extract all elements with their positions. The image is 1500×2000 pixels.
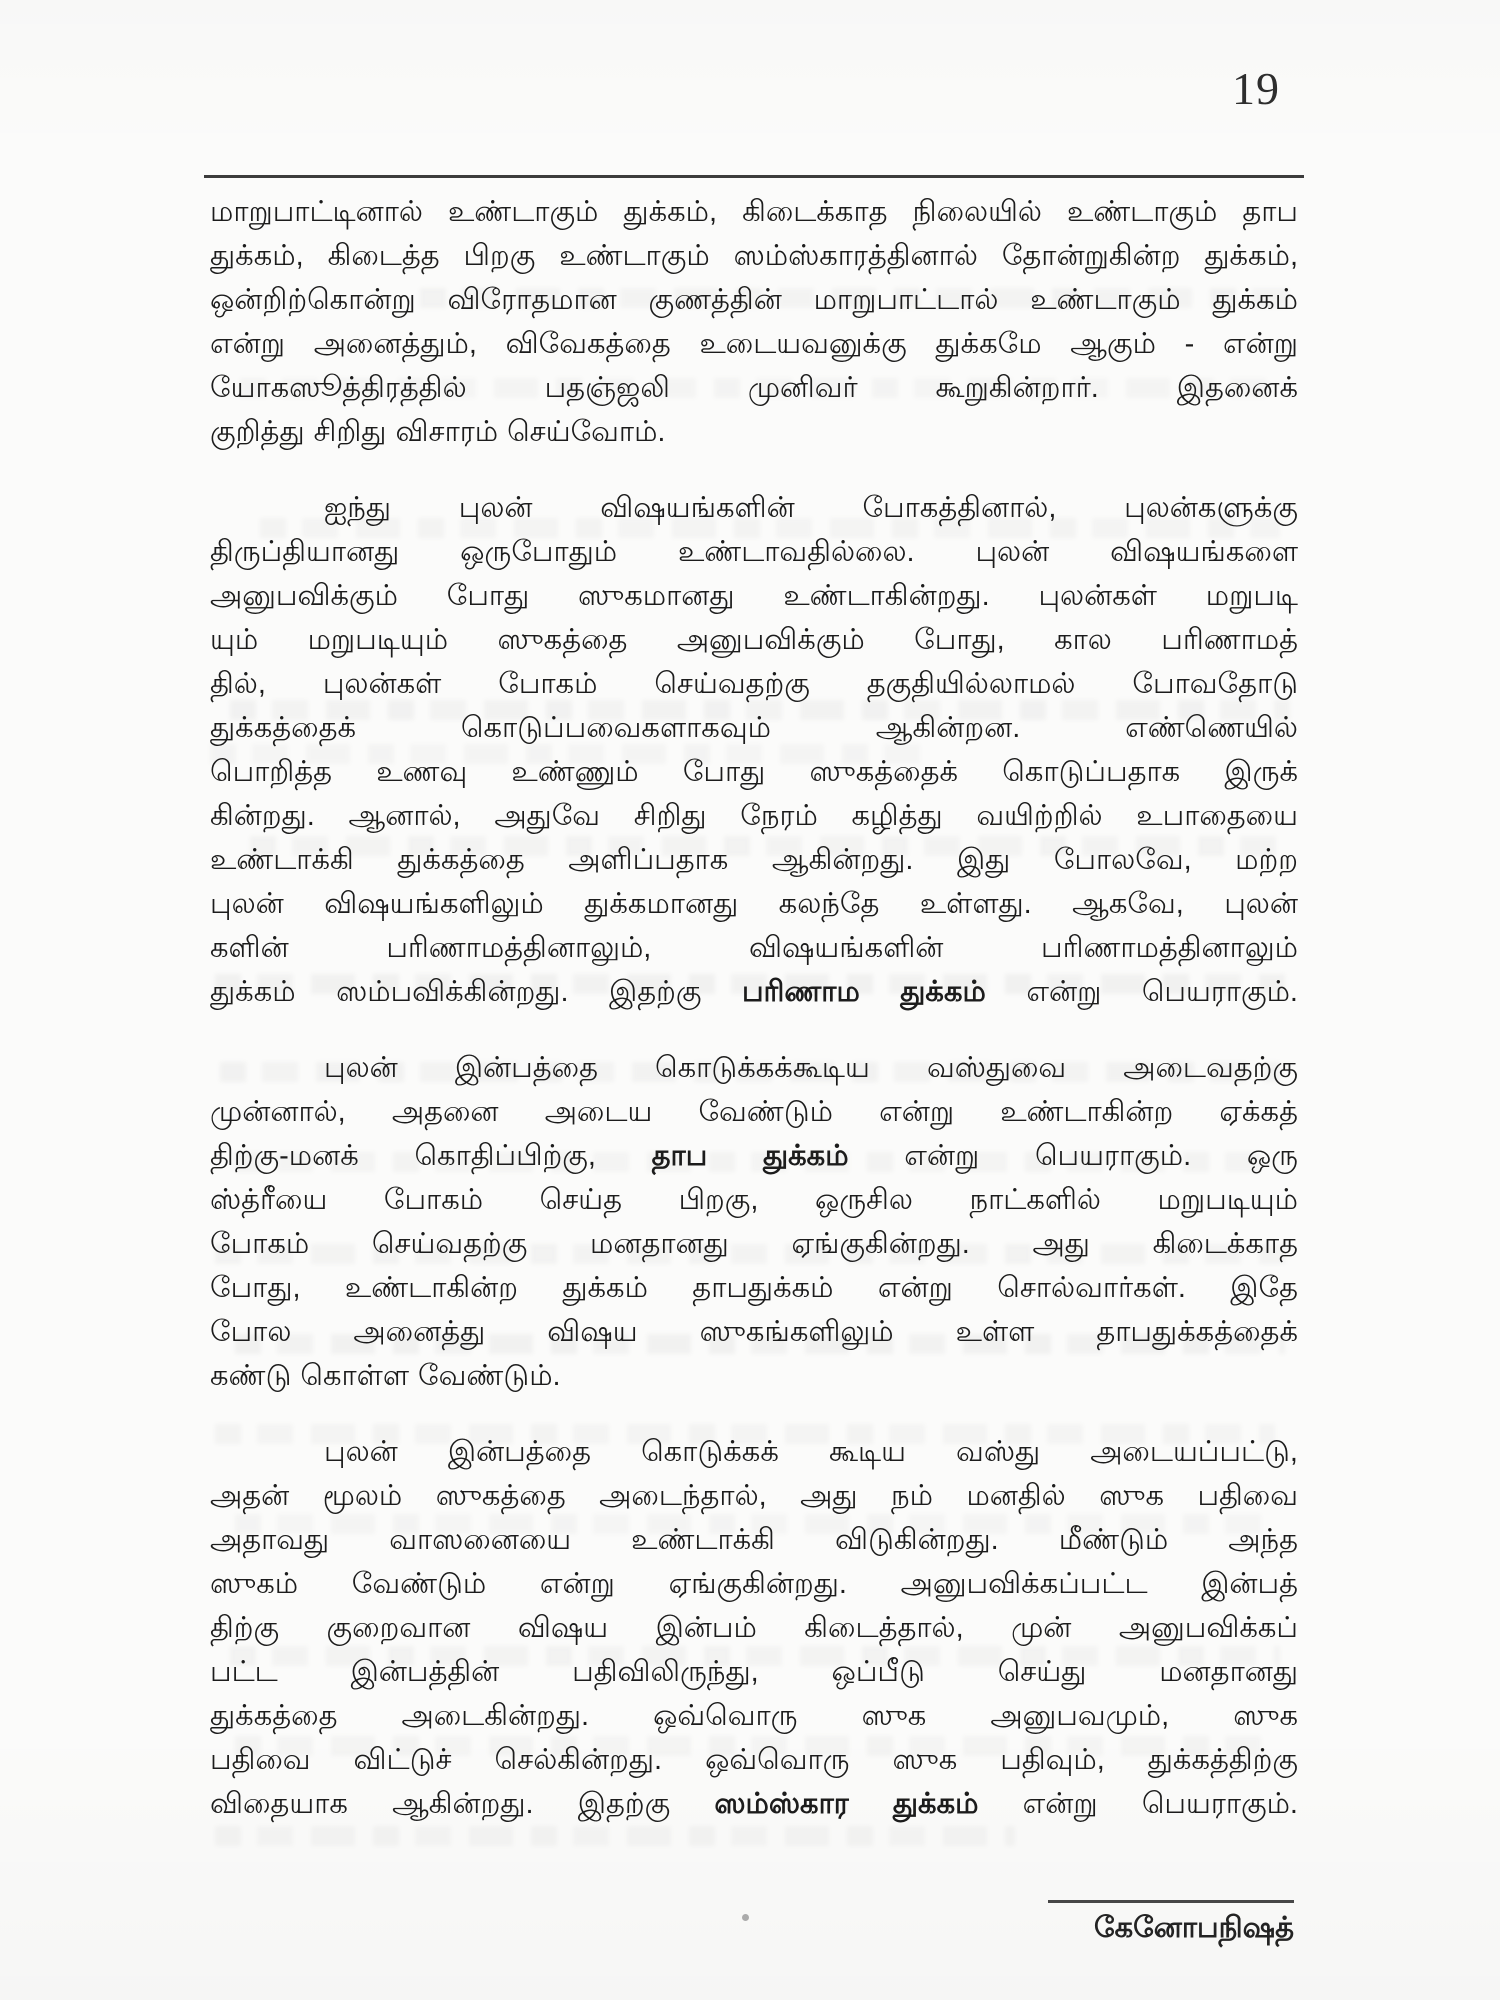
text-line: மாறுபாட்டினால் உண்டாகும் துக்கம், கிடைக்காத நிலையில் உண்டாகும் தாப <box>210 196 1298 228</box>
text-line: கண்டு கொள்ள வேண்டும். <box>210 1360 561 1392</box>
text-line: முன்னால், அதனை அடைய வேண்டும் என்று உண்டாகின்ற ஏக்கத் <box>210 1096 1298 1128</box>
text-line: துக்கம் ஸம்பவிக்கின்றது. இதற்கு பரிணாம துக்கம் என்று பெயராகும். <box>210 976 1298 1008</box>
text-line: அதாவது வாஸனையை உண்டாக்கி விடுகின்றது. மீண்டும் அந்த <box>210 1524 1298 1556</box>
text-line: ஸுகம் வேண்டும் என்று ஏங்குகின்றது. அனுபவிக்கப்பட்ட இன்பத் <box>210 1568 1298 1600</box>
text-line: திற்கு-மனக் கொதிப்பிற்கு, தாப துக்கம் என்று பெயராகும். ஒரு <box>210 1140 1298 1172</box>
paragraph <box>210 1430 1298 1826</box>
text-line: உண்டாக்கி துக்கத்தை அளிப்பதாக ஆகின்றது. இது போலவே, மற்ற <box>210 844 1298 876</box>
paragraph <box>210 1046 1298 1398</box>
header-rule <box>204 175 1304 178</box>
paragraph <box>210 190 1298 454</box>
text-line: துக்கம், கிடைத்த பிறகு உண்டாகும் ஸம்ஸ்காரத்தினால் தோன்றுகின்ற துக்கம், <box>210 240 1298 272</box>
page-number: 19 <box>1232 63 1280 114</box>
text-line: திற்கு குறைவான விஷய இன்பம் கிடைத்தால், முன் அனுபவிக்கப் <box>210 1612 1298 1644</box>
text-line: பதிவை விட்டுச் செல்கின்றது. ஒவ்வொரு ஸுக பதிவும், துக்கத்திற்கு <box>210 1744 1298 1776</box>
text-line: பட்ட இன்பத்தின் பதிவிலிருந்து, ஒப்பீடு செய்து மனதானது <box>210 1656 1298 1688</box>
text-line: என்று அனைத்தும், விவேகத்தை உடையவனுக்கு துக்கமே ஆகும் - என்று <box>210 328 1298 360</box>
footer-rule <box>1048 1900 1294 1903</box>
text-line: ஒன்றிற்கொன்று விரோதமான குணத்தின் மாறுபாட்டால் உண்டாகும் துக்கம் <box>210 284 1298 316</box>
text-line: ஸ்த்ரீயை போகம் செய்த பிறகு, ஒருசில நாட்களில் மறுபடியும் <box>210 1184 1298 1216</box>
text-line: விதையாக ஆகின்றது. இதற்கு ஸம்ஸ்கார துக்கம் என்று பெயராகும். <box>210 1788 1298 1820</box>
text-line: போகம் செய்வதற்கு மனதானது ஏங்குகின்றது. அது கிடைக்காத <box>210 1228 1298 1260</box>
paragraph <box>210 486 1298 1014</box>
text-line: புலன் விஷயங்களிலும் துக்கமானது கலந்தே உள்ளது. ஆகவே, புலன் <box>210 888 1298 920</box>
text-line: ஐந்து புலன் விஷயங்களின் போகத்தினால், புலன்களுக்கு <box>324 492 1298 524</box>
text-line: துக்கத்தைக் கொடுப்பவைகளாகவும் ஆகின்றன. எண்ணெயில் <box>210 712 1298 744</box>
text-line: குறித்து சிறிது விசாரம் செய்வோம். <box>210 416 666 448</box>
text-line: யோகஸூத்திரத்தில் பதஞ்ஜலி முனிவர் கூறுகின்றார். இதனைக் <box>210 372 1298 404</box>
footer-book-title: கேனோபநிஷத் <box>1094 1912 1294 1944</box>
text-line: யும் மறுபடியும் ஸுகத்தை அனுபவிக்கும் போது, கால பரிணாமத் <box>210 624 1298 656</box>
text-line: பொறித்த உணவு உண்ணும் போது ஸுகத்தைக் கொடுப்பதாக இருக் <box>210 756 1298 788</box>
text-line: திருப்தியானது ஒருபோதும் உண்டாவதில்லை. புலன் விஷயங்களை <box>210 536 1298 568</box>
text-line: தில், புலன்கள் போகம் செய்வதற்கு தகுதியில்லாமல் போவதோடு <box>210 668 1298 700</box>
ink-speck <box>742 1914 749 1921</box>
text-line: அனுபவிக்கும் போது ஸுகமானது உண்டாகின்றது. புலன்கள் மறுபடி <box>210 580 1298 612</box>
text-line: அதன் மூலம் ஸுகத்தை அடைந்தால், அது நம் மனதில் ஸுக பதிவை <box>210 1480 1298 1512</box>
text-line: போல அனைத்து விஷய ஸுகங்களிலும் உள்ள தாபதுக்கத்தைக் <box>210 1316 1298 1348</box>
text-line: புலன் இன்பத்தை கொடுக்கக்கூடிய வஸ்துவை அடைவதற்கு <box>324 1052 1298 1084</box>
text-line: களின் பரிணாமத்தினாலும், விஷயங்களின் பரிணாமத்தினாலும் <box>210 932 1298 964</box>
body-text <box>210 190 1298 1826</box>
text-line: கின்றது. ஆனால், அதுவே சிறிது நேரம் கழித்து வயிற்றில் உபாதையை <box>210 800 1298 832</box>
text-line: துக்கத்தை அடைகின்றது. ஒவ்வொரு ஸுக அனுபவமும், ஸுக <box>210 1700 1298 1732</box>
text-line: போது, உண்டாகின்ற துக்கம் தாபதுக்கம் என்று சொல்வார்கள். இதே <box>210 1272 1298 1304</box>
text-line: புலன் இன்பத்தை கொடுக்கக் கூடிய வஸ்து அடையப்பட்டு, <box>324 1436 1298 1468</box>
